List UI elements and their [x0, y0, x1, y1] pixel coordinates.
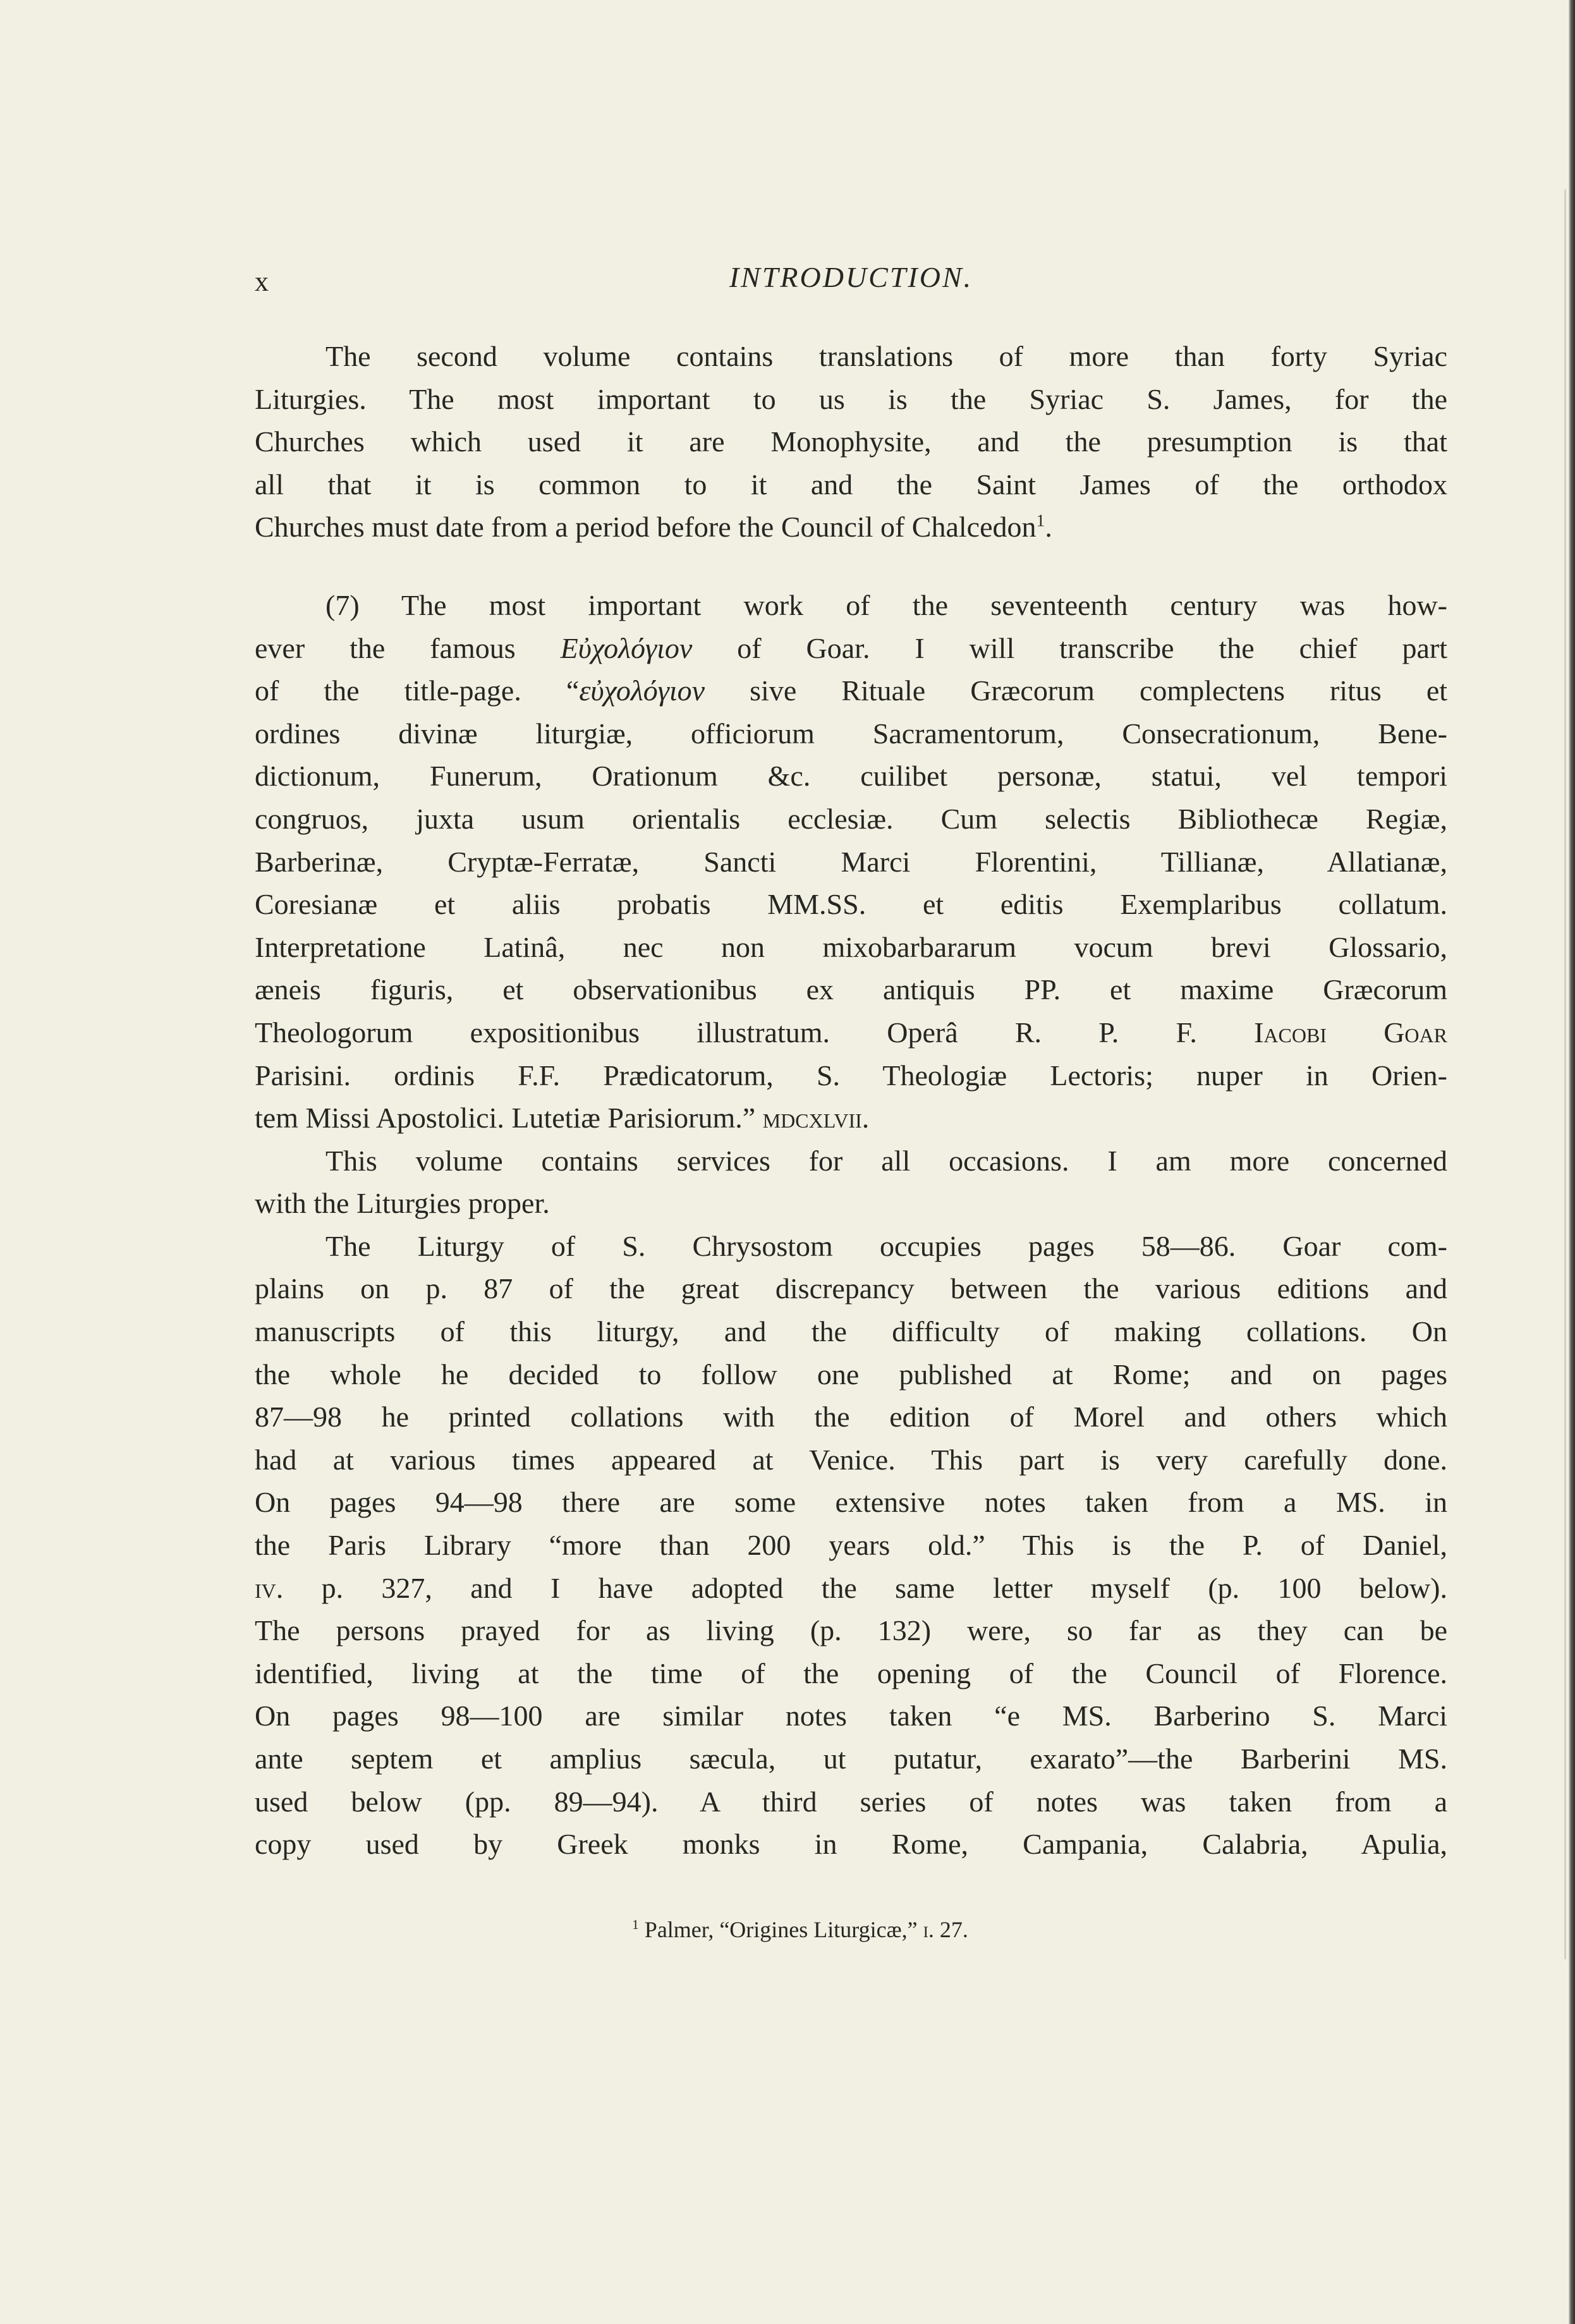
text-line: This volume contains services for all occasions. I am more concerned: [325, 1144, 1447, 1177]
text-line: Barberinæ, Cryptæ-Ferratæ, Sancti Marci Florentini, Tillianæ, Allatianæ,: [255, 845, 1447, 878]
text-segment: . 27.: [928, 1917, 968, 1942]
small-caps-text: mdcxlvii.: [762, 1102, 870, 1135]
text-segment: tem Missi Apostolici. Lutetiæ Parisiorum.”: [255, 1102, 763, 1135]
text-segment: Theologorum expositionibus illustratum. Operâ R. P. F.: [255, 1016, 1255, 1049]
text-line: with the Liturgies proper.: [255, 1187, 550, 1220]
text-line: manuscripts of this liturgy, and the difficulty of making collations. On: [255, 1315, 1447, 1348]
text-segment: . p. 327, and I have adopted the same letter myself (p. 100 below).: [276, 1571, 1447, 1604]
body-text: [255, 335, 1447, 1866]
greek-italic-text: εὐχολόγιον: [579, 674, 705, 707]
text-line: Interpretatione Latinâ, nec non mixobarbararum vocum brevi Glossario,: [255, 930, 1447, 963]
text-line: all that it is common to it and the Saint James of the orthodox: [255, 468, 1447, 501]
text-line: [255, 1011, 1447, 1054]
text-line: Parisini. ordinis F.F. Prædicatorum, S. Theologiæ Lectoris; nuper in Orien-: [255, 1059, 1447, 1092]
footnote-marker: 1: [1036, 511, 1045, 531]
text-line: copy used by Greek monks in Rome, Campania, Calabria, Apulia,: [255, 1828, 1447, 1861]
text-line: [255, 1097, 1447, 1140]
text-segment: ever the famous: [255, 631, 561, 664]
text-segment: Palmer, “Origines Liturgicæ,”: [638, 1917, 923, 1942]
text-line: the whole he decided to follow one published at Rome; and on pages: [255, 1358, 1447, 1390]
text-line: Churches which used it are Monophysite, and the presumption is that: [255, 425, 1447, 458]
text-line: [255, 1567, 1447, 1610]
text-line: (7) The most important work of the seventeenth century was how-: [325, 588, 1447, 621]
paragraph: [255, 1225, 1447, 1866]
small-caps-text: iv: [255, 1571, 276, 1604]
text-line: used below (pp. 89—94). A third series of notes was taken from a: [255, 1785, 1447, 1818]
text-line: identified, living at the time of the opening of the Council of Florence.: [255, 1657, 1447, 1689]
paragraph: [255, 1140, 1447, 1225]
text-line: Coresianæ et aliis probatis MM.SS. et editis Exemplaribus collatum.: [255, 888, 1447, 921]
page-edge-shadow: [1564, 190, 1566, 1959]
text-line: ante septem et amplius sæcula, ut putatur, exarato”—the Barberini MS.: [255, 1743, 1447, 1775]
page-number: x: [255, 266, 269, 297]
greek-italic-text: Εὐχολόγιον: [560, 631, 693, 664]
text-line: æneis figuris, et observationibus ex antiquis PP. et maxime Græcorum: [255, 973, 1447, 1006]
text-line: congruos, juxta usum orientalis ecclesiæ. Cum selectis Bibliothecæ Regiæ,: [255, 802, 1447, 835]
text-line: On pages 94—98 there are some extensive notes taken from a MS. in: [255, 1486, 1447, 1519]
footnote-marker: 1: [632, 1917, 639, 1932]
text-segment: Churches must date from a period before the Council of Chalcedon: [255, 511, 1037, 544]
text-line: The persons prayed for as living (p. 132) were, so far as they can be: [255, 1614, 1447, 1647]
text-line: The Liturgy of S. Chrysostom occupies pages 58—86. Goar com-: [325, 1229, 1447, 1262]
text-line: On pages 98—100 are similar notes taken “e MS. Barberino S. Marci: [255, 1700, 1447, 1732]
text-line: [255, 506, 1447, 549]
text-line: had at various times appeared at Venice. This part is very carefully done.: [255, 1443, 1447, 1476]
footnote: [632, 1916, 968, 1943]
text-segment: of the title-page. “: [255, 674, 580, 707]
paragraph: [255, 335, 1447, 549]
text-line: [255, 669, 1447, 712]
text-line: the Paris Library “more than 200 years old.” This is the P. of Daniel,: [255, 1529, 1447, 1562]
text-line: dictionum, Funerum, Orationum &c. cuilibet personæ, statui, vel tempori: [255, 760, 1447, 793]
text-line: plains on p. 87 of the great discrepancy between the various editions and: [255, 1272, 1447, 1305]
text-line: Liturgies. The most important to us is the Syriac S. James, for the: [255, 382, 1447, 415]
paragraph: [255, 584, 1447, 1140]
text-line: ordines divinæ liturgiæ, officiorum Sacramentorum, Consecrationum, Bene-: [255, 717, 1447, 750]
small-caps-text: i: [923, 1917, 928, 1942]
text-segment: .: [1045, 511, 1052, 544]
page-header: [255, 260, 1447, 298]
text-line: 87—98 he printed collations with the edition of Morel and others which: [255, 1401, 1447, 1433]
text-line: The second volume contains translations of more than forty Syriac: [325, 340, 1447, 372]
small-caps-text: Iacobi Goar: [1254, 1016, 1447, 1049]
text-segment: of Goar. I will transcribe the chief part: [692, 631, 1447, 664]
text-line: [255, 627, 1447, 670]
page-edge: [1569, 0, 1575, 2324]
text-segment: sive Rituale Græcorum complectens ritus et: [705, 674, 1448, 707]
running-title: INTRODUCTION.: [729, 261, 973, 293]
